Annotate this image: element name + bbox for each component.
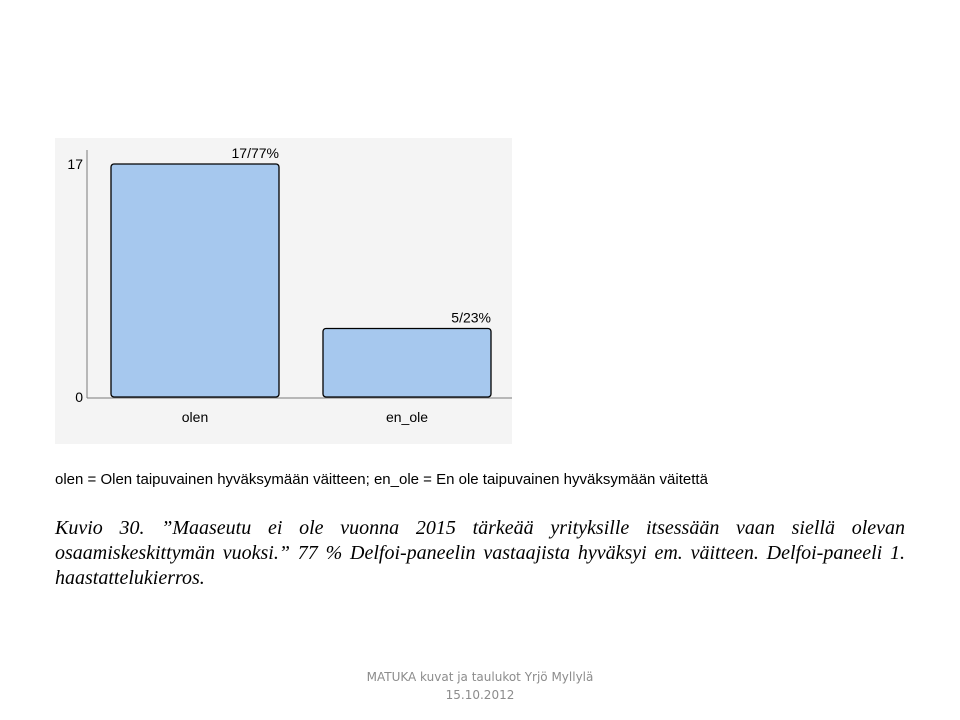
chart-svg (55, 138, 512, 444)
data-label: 5/23% (451, 309, 491, 326)
footer-line-2: 15.10.2012 (445, 688, 515, 702)
slide-footer (330, 668, 630, 704)
bar-olen (111, 164, 279, 397)
bar-en_ole (323, 328, 491, 397)
y-tick-label: 17 (67, 156, 83, 172)
x-tick-label: en_ole (385, 409, 429, 425)
y-tick-label: 0 (75, 389, 83, 405)
chart-legend-text: olen = Olen taipuvainen hyväksymään väitteen; en_ole = En ole taipuvainen hyväksymään väitettä (55, 471, 708, 488)
figure-caption: Kuvio 30. ”Maaseutu ei ole vuonna 2015 tärkeää yrityksille itsessään vaan siellä olevan osaamiskeskittymän vuoksi.” 77 % Delfoi-paneelin vastaajista hyväksyi em. väitteen. Delfoi-paneeli 1. haastattelukierros. (55, 517, 905, 589)
footer-line-1: MATUKA kuvat ja taulukot Yrjö Myllylä (366, 670, 594, 684)
x-tick-label: olen (181, 409, 209, 425)
data-label: 17/77% (231, 145, 279, 161)
bar-chart (55, 138, 512, 444)
